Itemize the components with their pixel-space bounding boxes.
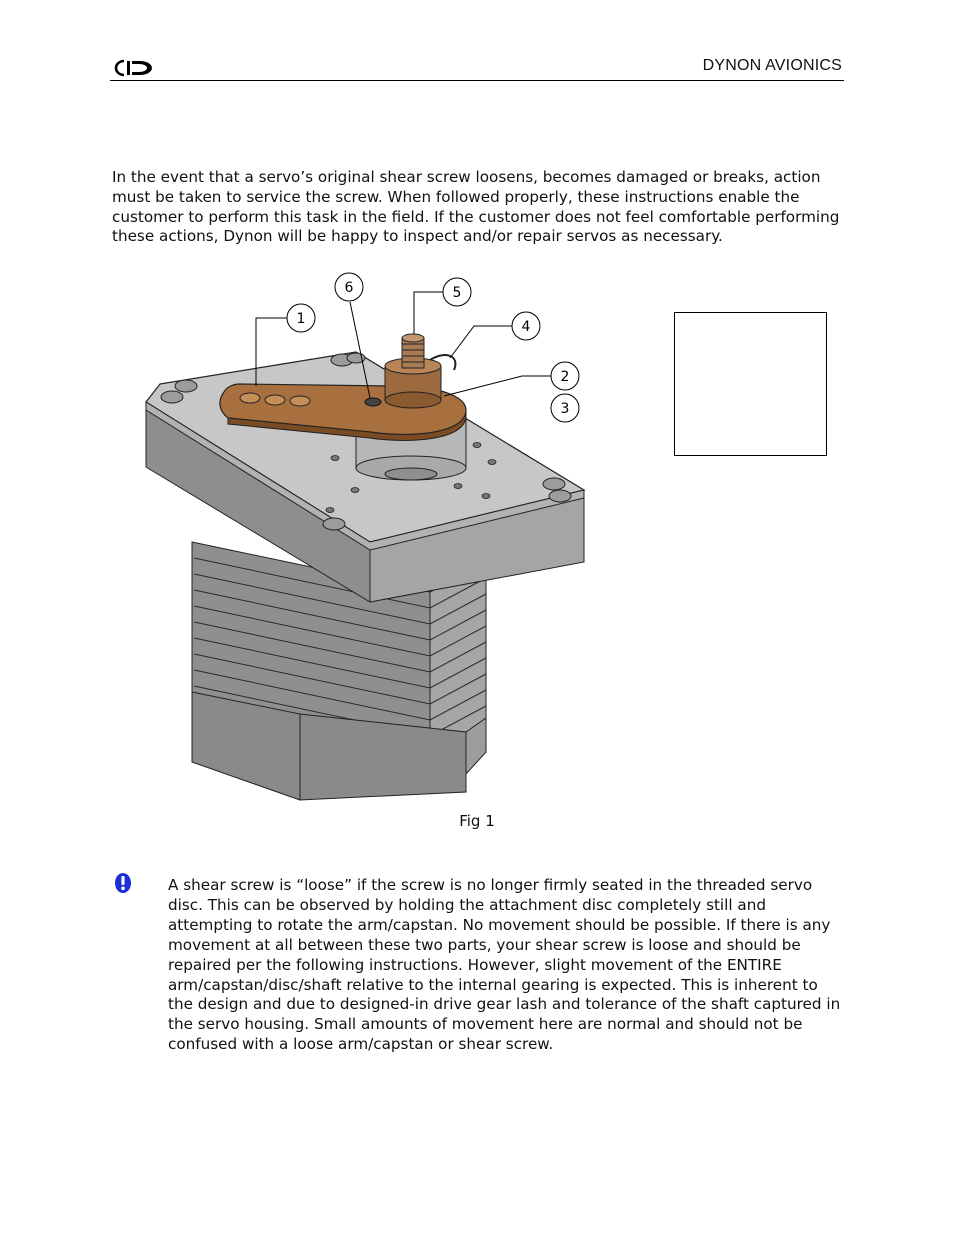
callout-6: 6 bbox=[344, 280, 354, 296]
dynon-logo-icon bbox=[110, 58, 156, 78]
exclamation-alert-icon bbox=[112, 872, 134, 894]
callout-4: 4 bbox=[521, 319, 531, 335]
empty-parts-box bbox=[674, 312, 827, 456]
servo-illustration bbox=[130, 262, 610, 810]
shear-screw-hole bbox=[365, 398, 381, 406]
callout-3: 3 bbox=[560, 401, 570, 417]
intro-paragraph: In the event that a servo’s original shear screw loosens, becomes damaged or breaks, action must be taken to service the screw. When followed properly, these instructions enable the customer to perform this task in the field. If the customer does not feel comfortable performing these actions, Dynon will be happy to inspect and/or repair servos as necessary. bbox=[112, 168, 840, 246]
callout-2: 2 bbox=[560, 369, 570, 385]
header-divider bbox=[110, 80, 844, 81]
callout-1: 1 bbox=[296, 311, 306, 327]
header-brand: DYNON AVIONICS bbox=[702, 57, 842, 74]
callout-5: 5 bbox=[452, 285, 462, 301]
figure-caption: Fig 1 bbox=[459, 812, 495, 830]
note-paragraph: A shear screw is “loose” if the screw is no longer firmly seated in the threaded servo disc. This can be observed by holding the attachment disc completely still and attempting to rotate the arm/capstan. No movement should be possible. If there is any movement at all between these two parts, your shear screw is loose and should be repaired per the following instructions. However, slight movement of the ENTIRE arm/capstan/disc/shaft relative to the internal gearing is expected. This is inherent to the design and due to designed-in drive gear lash and tolerance of the shaft captured in the servo housing. Small amounts of movement here are normal and should not be confused with a loose arm/capstan or shear screw. bbox=[168, 876, 841, 1054]
